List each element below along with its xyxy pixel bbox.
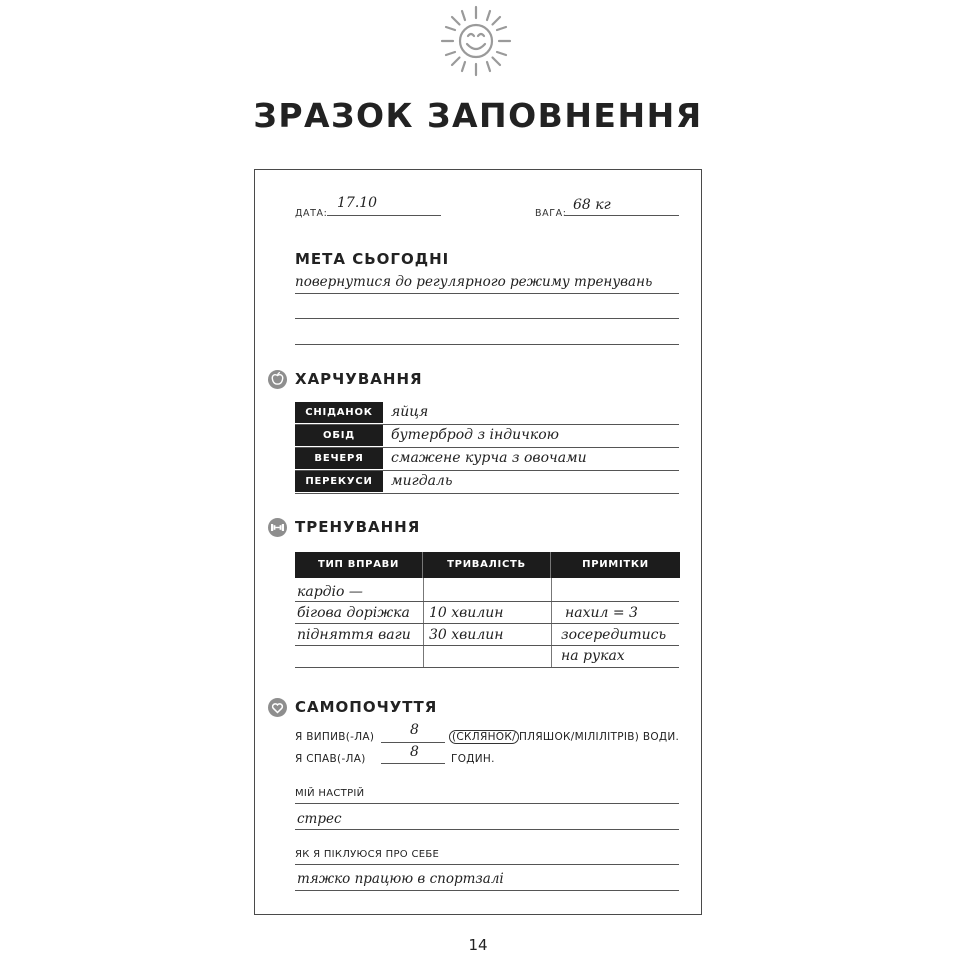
workout-notes-cell[interactable]: зосередитись: [561, 627, 667, 643]
workout-notes-cell[interactable]: нахил = 3: [565, 605, 638, 621]
selfcare-line-top: [295, 864, 679, 865]
meal-label: ПЕРЕКУСИ: [295, 471, 383, 492]
water-line: [381, 742, 445, 743]
column-header-notes: ПРИМІТКИ: [582, 559, 649, 570]
mood-line: [295, 829, 679, 830]
workout-table-header: [295, 552, 680, 578]
goal-line-2: [295, 318, 679, 319]
meal-row: [295, 425, 679, 448]
selfcare-label: ЯК Я ПІКЛУЮСЯ ПРО СЕБЕ: [295, 849, 440, 860]
meal-label: СНІДАНОК: [295, 402, 383, 423]
workout-notes-cell[interactable]: на руках: [561, 648, 625, 664]
mood-value[interactable]: стрес: [297, 811, 342, 827]
weight-line: [565, 215, 679, 216]
date-label: ДАТА:: [295, 208, 328, 219]
water-prefix: Я ВИПИВ(-ЛА): [295, 731, 375, 743]
workout-type-cell[interactable]: бігова доріжка: [297, 605, 410, 621]
sleep-suffix: ГОДИН.: [451, 753, 495, 765]
workout-type-cell[interactable]: підняття ваги: [297, 627, 411, 643]
workout-duration-cell[interactable]: 30 хвилин: [429, 627, 504, 643]
sleep-line: [381, 763, 445, 764]
date-line: [327, 215, 441, 216]
workout-duration-cell[interactable]: 10 хвилин: [429, 605, 504, 621]
weight-label: ВАГА:: [535, 208, 567, 219]
column-header-duration: ТРИВАЛІСТЬ: [423, 552, 551, 578]
meal-row: [295, 402, 679, 425]
selfcare-line: [295, 890, 679, 891]
table-row-line: [295, 645, 679, 646]
mood-line-top: [295, 803, 679, 804]
meal-value[interactable]: бутерброд з індичкою: [391, 427, 559, 443]
meal-label: ОБІД: [295, 425, 383, 446]
selfcare-value[interactable]: тяжко працюю в спортзалі: [297, 871, 504, 887]
workout-type-cell[interactable]: кардіо —: [297, 584, 363, 600]
date-value[interactable]: 17.10: [337, 195, 378, 211]
smiling-sun-icon: [438, 3, 514, 79]
meal-row: [295, 471, 679, 494]
journal-card: [254, 169, 702, 915]
goal-line-1: [295, 293, 679, 294]
goal-line-1-text[interactable]: повернутися до регулярного режиму тренувань: [295, 274, 653, 290]
column-header-type: ТИП ВПРАВИ: [295, 552, 423, 578]
water-value[interactable]: 8: [410, 722, 419, 738]
dumbbell-icon: [268, 518, 287, 537]
sleep-prefix: Я СПАВ(-ЛА): [295, 753, 366, 765]
table-row-line: [295, 623, 679, 624]
workout-title: ТРЕНУВАННЯ: [295, 518, 421, 536]
apple-icon: [268, 370, 287, 389]
wellbeing-title: САМОПОЧУТТЯ: [295, 698, 438, 716]
meal-value[interactable]: мигдаль: [391, 473, 453, 489]
meal-value[interactable]: смажене курча з овочами: [391, 450, 587, 466]
page-title: ЗРАЗОК ЗАПОВНЕННЯ: [253, 96, 703, 135]
goal-line-3: [295, 344, 679, 345]
table-row-line: [295, 601, 679, 602]
sleep-value[interactable]: 8: [410, 744, 419, 760]
heart-icon: [268, 698, 287, 717]
selected-unit: (СКЛЯНОК/: [449, 730, 519, 744]
table-row-line: [295, 667, 679, 668]
meal-row: [295, 448, 679, 471]
mood-label: МІЙ НАСТРІЙ: [295, 788, 365, 799]
weight-value[interactable]: 68 кг: [573, 197, 611, 213]
page-number: 14: [468, 936, 488, 954]
goal-title: МЕТА СЬОГОДНІ: [295, 250, 450, 268]
meal-label: ВЕЧЕРЯ: [295, 448, 383, 469]
water-units-rest: ПЛЯШОК/МІЛІЛІТРІВ) ВОДИ.: [518, 731, 680, 743]
nutrition-title: ХАРЧУВАННЯ: [295, 370, 423, 388]
water-units: [451, 731, 679, 743]
meal-value[interactable]: яйця: [391, 404, 429, 420]
